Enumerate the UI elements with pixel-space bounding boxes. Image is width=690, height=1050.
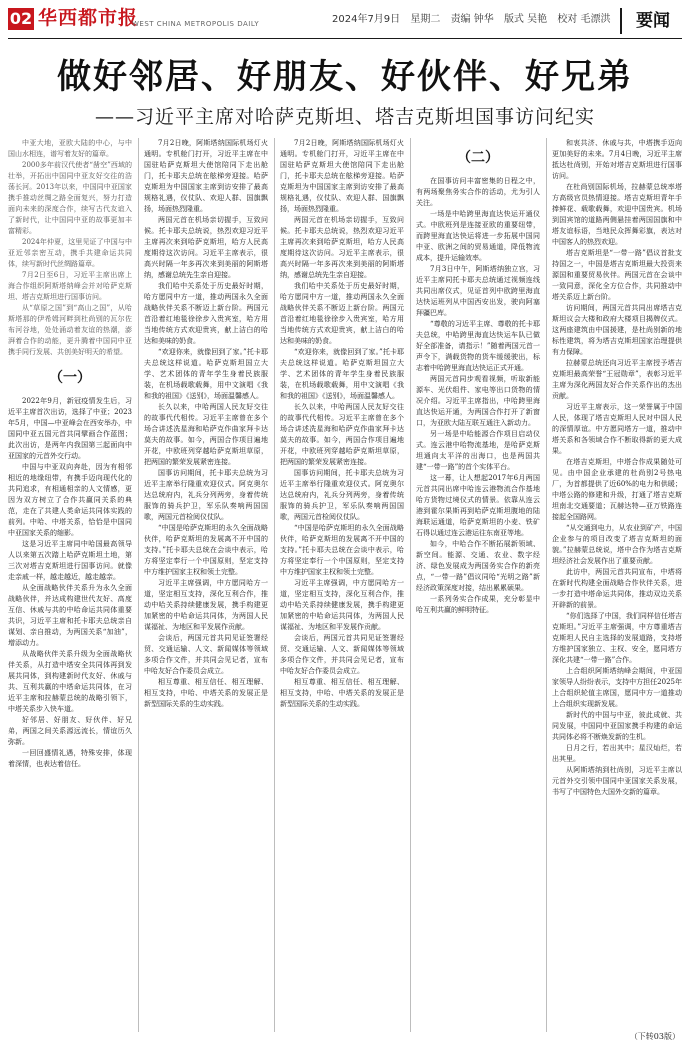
article-paragraph: 拉赫蒙总统还向习近平主席授予塔吉克斯坦最高荣誉“王冠勋章”，表彰习近平主席为深化两国友好合作关系作出的杰出贡献。 — [552, 359, 682, 400]
article-paragraph: 塔吉克斯坦是“一带一路”倡议首批支持国之一，中国是塔吉克斯坦最大投资来源国和重要贸易伙伴。两国元首在会谈中一致同意，深化全方位合作，共同推动中塔关系迈上新台阶。 — [552, 249, 682, 301]
article-paragraph: “欢迎你来，就像回到了家。”托卡耶夫总统这样说道。哈萨克斯坦国立大学、艺术团体的青年学生身着民族服装，在机场载歌载舞，用中文演唱《我和我的祖国》《送别》，场面温馨感人。 — [144, 348, 268, 400]
article-paragraph: 习近平主席强调，中方愿同哈方一道，坚定相互支持，深化互利合作，推动中哈关系持续健康发展，携手构建更加紧密的中哈命运共同体，为两国人民谋福祉、为地区和平发展作贡献。 — [144, 579, 268, 631]
section-title-two: （二） — [457, 150, 499, 166]
article-paragraph: 我们哈中关系处于历史最好时期，哈方愿同中方一道，推动两国永久全面战略伙伴关系不断迈上新台阶。两国元首沿着红地毯徐徐步入贵宾室，哈方用当地传统方式欢迎贵宾，献上洁白的哈达和美味的奶食。 — [280, 282, 404, 345]
article-paragraph: 这是习近平主席同中哈国最高领导人以来第五次踏上哈萨克斯坦土地，第三次对塔吉克斯坦进行国事访问。就像走亲戚一样，越走越近，越走越亲。 — [8, 540, 132, 581]
continued-note: （下转03版） — [629, 1032, 680, 1041]
article-paragraph: 7月2日晚，阿斯塔纳国际机场灯火通明。专机舱门打开，习近平主席在中国驻哈萨克斯坦大使馆陪同下走出舱门，托卡耶夫总统在舷梯旁迎接。哈萨克斯坦为中国国家主席到访安排了最高规格礼遇，仪仗队、欢迎人群、国旗飘扬，场面热烈隆重。 — [280, 139, 404, 213]
masthead — [0, 0, 690, 42]
article-paragraph: 从全面战略伙伴关系升为永久全面战略伙伴，并达成构建世代友好、高度互信、休戚与共的中哈命运共同体重要共识，习近平主席和托卡耶夫总统亲自谋划、亲自推动，为两国关系“加油”，增添动力。 — [8, 584, 132, 647]
article-paragraph: 中国与中亚双向奔赴，因为有相邻相近的地缘纽带，有携手迈向现代化的共同追求，有相通相亲的人文情感，更因为双方树立了合作共赢同关系的典范，走在了共建人类命运共同体实践的前列。中哈、中塔关系，恰恰是中国同中亚国家关系的缩影。 — [8, 463, 132, 537]
editor-credit: 责编 钟华 — [450, 14, 494, 25]
article-paragraph: 我们哈中关系处于历史最好时期，哈方愿同中方一道，推动两国永久全面战略伙伴关系不断迈上新台阶。两国元首沿着红地毯徐徐步入贵宾室，哈方用当地传统方式欢迎贵宾，献上洁白的哈达和美味的奶食。 — [144, 282, 268, 345]
article-paragraph: 在国事访问丰富密集的日程之中，有两场聚焦务实合作的活动，尤为引人关注。 — [416, 177, 540, 207]
paper-logo: 华西都市报 — [38, 7, 139, 29]
article-paragraph: 习近平主席表示，这一荣誉属于中国人民，体现了塔吉克斯坦人民对中国人民的深情厚谊。中方愿同塔方一道，推动中塔关系和各领域合作不断取得新的更大成果。 — [552, 403, 682, 455]
article-paragraph: 好邻居、好朋友、好伙伴、好兄弟，两国之间关系源远流长，情谊历久弥新。 — [8, 716, 132, 746]
article-headline: 做好邻居、好朋友、好伙伴、好兄弟 — [57, 57, 633, 97]
article-subheadline: ——习近平主席对哈萨克斯坦、塔吉克斯坦国事访问纪实 — [94, 106, 595, 128]
article-paragraph: 和衷共济、休戚与共，中塔携手迈向更加美好的未来。7月4日晚，习近平主席抵达杜尚别，开始对塔吉克斯坦进行国事访问。 — [552, 139, 682, 180]
article-paragraph: 2000多年前汉代使者“凿空”西域的壮举，开拓出中国同中亚友好交往的浩荡长河。2013年以来，中国同中亚国家携手推动丝绸之路全面复兴，努力打造面向未来的深度合作，续写古代友谊入了新时代，让中国同中亚的故事更加丰富精彩。 — [8, 161, 132, 235]
section-label: 要闻 — [620, 8, 684, 34]
article-paragraph: 7月2日至6日，习近平主席出席上海合作组织阿斯塔纳峰会并对哈萨克斯坦、塔吉克斯坦进行国事访问。 — [8, 271, 132, 301]
page-number: 02 — [9, 9, 33, 28]
proofreader-credit: 校对 毛漂洪 — [557, 14, 611, 25]
article-paragraph: 如今，中哈合作不断拓展新领域、新空间。能源、交通、农业、数字经济、绿色发展成为两国务实合作的新亮点，“一带一路”倡议同哈“光明之路”新经济政策深度对接，结出累累硕果。 — [416, 540, 540, 592]
column-divider — [546, 138, 547, 1032]
article-paragraph: “你们选择了中国，我们同样信任塔吉克斯坦。”习近平主席强调，中方尊重塔吉克斯坦人民自主选择的发展道路，支持塔方维护国家独立、主权、安全，愿同塔方深化共建“一带一路”合作。 — [552, 612, 682, 664]
article-paragraph: 这一幕，让人想起2017年6月两国元首共同出席中哈连云港物流合作基地哈方货物过境仪式的情景。依靠从连云港到霍尔果斯再到哈萨克斯坦腹地的陆海联运通道，哈萨克斯坦的小麦、铁矿石得以通过连云港运往东南亚等地。 — [416, 474, 540, 537]
column-divider — [274, 138, 275, 1032]
article-paragraph: 2024年仲夏，这里见证了中国与中亚近邻亲密互动，携手共建命运共同体，续写新时代丝绸路篇章。 — [8, 238, 132, 268]
article-paragraph: 一场是中哈跨里海直达快运开通仪式。中欧班列是连接亚欧的重要纽带，而跨里海直达快运将进一步拓展中国同中亚、欧洲之间的贸易通道，降低物流成本，提升运输效率。 — [416, 210, 540, 262]
article-paragraph: 日月之行，若出其中；星汉灿烂，若出其里。 — [552, 744, 682, 763]
article-paragraph: 相互尊重、相互信任、相互理解、相互支持，中哈、中塔关系的发展正是新型国际关系的生动实践。 — [280, 678, 404, 708]
article-paragraph: 在塔吉克斯坦，中塔合作成果随处可见。由中国企业承建的杜尚别2号热电厂，为首都提供了近60%的电力和供暖；中塔公路的修建和升级，打通了塔吉克斯坦南北交通要道；瓦赫达特—亚万铁路连接起全国路网。 — [552, 458, 682, 521]
column-2 — [144, 138, 268, 1032]
column-5 — [552, 138, 682, 1032]
section-title-one: （一） — [49, 370, 91, 386]
article-paragraph: 新时代的中国与中亚，彼此成就、共同发展，中国同中亚国家携手构建的命运共同体必将不断焕发新的生机。 — [552, 711, 682, 741]
article-paragraph: 长久以来，中哈两国人民友好交往的故事代代相传。习近平主席曾在多个场合讲述冼星海和哈萨克作曲家拜卡达莫夫的故事。如今，两国合作项目遍地开花，中欧班列穿越哈萨克斯坦草原，把两国的繁荣发展紧密连接。 — [280, 403, 404, 466]
article-paragraph: 会谈后，两国元首共同见证签署经贸、交通运输、人文、新闻媒体等领域多项合作文件，并共同会见记者，宣布中哈友好合作委员会成立。 — [280, 634, 404, 675]
article-paragraph: 相互尊重、相互信任、相互理解、相互支持，中哈、中塔关系的发展正是新型国际关系的生动实践。 — [144, 678, 268, 708]
article-paragraph: 中亚大地，亚欧大陆的中心，与中国山水相连，谱写着友好的篇章。 — [8, 139, 132, 158]
column-4 — [416, 138, 540, 1032]
article-paragraph: 两国元首在机场亲切握手，互致问候。托卡耶夫总统说，热烈欢迎习近平主席再次来到哈萨克斯坦，哈方人民高度期待这次访问。习近平主席表示，很高兴时隔一年多再次来到美丽的阿斯塔纳，感谢总统先生亲自迎接。 — [280, 216, 404, 279]
article-paragraph: “中国是哈萨克斯坦的永久全面战略伙伴，哈萨克斯坦的发展离不开中国的支持。”托卡耶夫总统在会谈中表示，哈方将坚定奉行一个中国原则，坚定支持中方维护国家主权和领土完整。 — [280, 524, 404, 576]
issue-meta — [332, 14, 618, 26]
article-paragraph: 长久以来，中哈两国人民友好交往的故事代代相传。习近平主席曾在多个场合讲述冼星海和哈萨克作曲家拜卡达莫夫的故事。如今，两国合作项目遍地开花，中欧班列穿越哈萨克斯坦草原，把两国的繁荣发展紧密连接。 — [144, 403, 268, 466]
paper-name-english: WEST CHINA METROPOLIS DAILY — [132, 20, 260, 28]
article-paragraph: 国事访问期间，托卡耶夫总统为习近平主席举行隆重欢迎仪式。阿克奥尔达总统府内，礼兵分列两旁，身着传统服饰的骑兵护卫，军乐队奏响两国国歌，两国元首检阅仪仗队。 — [280, 469, 404, 521]
column-3 — [280, 138, 404, 1032]
article-paragraph: 两国元首在机场亲切握手，互致问候。托卡耶夫总统说，热烈欢迎习近平主席再次来到哈萨克斯坦，哈方人民高度期待这次访问。习近平主席表示，很高兴时隔一年多再次来到美丽的阿斯塔纳，感谢总统先生亲自迎接。 — [144, 216, 268, 279]
article-body — [8, 138, 682, 1032]
designer-credit: 版式 吴艳 — [503, 14, 548, 25]
column-1 — [8, 138, 132, 1032]
article-paragraph: 两国元首同步观看视频，听取新能源车、光伏组件、家电等出口货物的情况介绍。习近平主席指出，中哈跨里海直达快运开通，为两国合作打开了新窗口，为亚欧大陆互联互通注入新动力。 — [416, 375, 540, 427]
article-paragraph: 从战略伙伴关系升级为全面战略伙伴关系，从打造中塔安全共同体再到发展共同体，到构建新时代友好、休戚与共、互利共赢的中塔命运共同体，在习近平主席和拉赫蒙总统的战略引领下，中塔关系步入快车道。 — [8, 650, 132, 713]
article-paragraph: 一回回盛情礼遇，特殊安排，体现着深情，也表达着信任。 — [8, 749, 132, 768]
column-divider — [410, 138, 411, 1032]
issue-weekday: 星期二 — [410, 14, 441, 25]
article-paragraph: 7月2日晚，阿斯塔纳国际机场灯火通明。专机舱门打开，习近平主席在中国驻哈萨克斯坦大使馆陪同下走出舱门，托卡耶夫总统在舷梯旁迎接。哈萨克斯坦为中国国家主席到访安排了最高规格礼遇，仪仗队、欢迎人群、国旗飘扬，场面热烈隆重。 — [144, 139, 268, 213]
article-paragraph: 习近平主席强调，中方愿同哈方一道，坚定相互支持，深化互利合作，推动中哈关系持续健康发展，携手构建更加紧密的中哈命运共同体，为两国人民谋福祉、为地区和平发展作贡献。 — [280, 579, 404, 631]
article-paragraph: “中国是哈萨克斯坦的永久全面战略伙伴，哈萨克斯坦的发展离不开中国的支持。”托卡耶夫总统在会谈中表示，哈方将坚定奉行一个中国原则，坚定支持中方维护国家主权和领土完整。 — [144, 524, 268, 576]
article-paragraph: “尊敬的习近平主席、尊敬的托卡耶夫总统，中哈跨里海直达快运车队已做好全部准备，请指示！”随着两国元首一声令下，满载货物的货车缓缓驶出，标志着中哈跨里海直达快运正式开通。 — [416, 320, 540, 372]
article-paragraph: “欢迎你来，就像回到了家。”托卡耶夫总统这样说道。哈萨克斯坦国立大学、艺术团体的青年学生身着民族服装，在机场载歌载舞，用中文演唱《我和我的祖国》《送别》，场面温馨感人。 — [280, 348, 404, 400]
article-paragraph: 7月3日中午，阿斯塔纳独立宫，习近平主席同托卡耶夫总统通过视频连线共同出席仪式，见证首列中欧跨里海直达快运班列从中国西安出发，驶向阿塞拜疆巴库。 — [416, 265, 540, 317]
article-paragraph: 2022年9月，新冠疫情发生后，习近平主席首次出访，选择了中亚；2023年5月，中国—中亚峰会在西安举办，中国同中亚五国元首共同擘画合作蓝图；此次出访，是两年内我国第三起面向中亚国家的元首外交行动。 — [8, 397, 132, 460]
article-paragraph: 此访中，两国元首共同宣布，中塔将在新时代构建全面战略合作伙伴关系，进一步打造中塔命运共同体，推动双边关系开辟新的前景。 — [552, 568, 682, 609]
article-paragraph: 会谈后，两国元首共同见证签署经贸、交通运输、人文、新闻媒体等领域多项合作文件，并共同会见记者，宣布中哈友好合作委员会成立。 — [144, 634, 268, 675]
article-paragraph: 从“草原之国”到“高山之国”，从哈斯塔那的伊希姆河畔到杜尚别的瓦尔佐布河谷地，处处涌动着友谊的热潮，澎湃着合作的动能，更升腾着中国同中亚携手同行发展、共创美好明天的希望。 — [8, 304, 132, 356]
article-paragraph: 一系列务实合作成果，充分彰显中哈互利共赢的鲜明特征。 — [416, 595, 540, 614]
header-divider — [8, 38, 682, 39]
issue-date: 2024年7月9日 — [332, 14, 401, 25]
article-paragraph: 另一场是中哈能源合作项目启动仪式。连云港中哈物流基地，是哈萨克斯坦通向太平洋的出海口，也是两国共建“一带一路”的首个实体平台。 — [416, 430, 540, 471]
column-divider — [138, 138, 139, 1032]
article-paragraph: 访问期间，两国元首共同出席塔吉克斯坦议会大楼和政府大楼项目揭牌仪式。这两座建筑由中国援建，是杜尚别新的地标性建筑，将为塔吉克斯坦国家治理提供有力保障。 — [552, 304, 682, 356]
article-paragraph: 国事访问期间，托卡耶夫总统为习近平主席举行隆重欢迎仪式。阿克奥尔达总统府内，礼兵分列两旁，身着传统服饰的骑兵护卫，军乐队奏响两国国歌，两国元首检阅仪仗队。 — [144, 469, 268, 521]
article-paragraph: 从阿斯塔纳到杜尚别，习近平主席以元首外交引领中国同中亚国家关系发展，书写了中国特色大国外交新的篇章。 — [552, 766, 682, 796]
article-paragraph: “从交通到电力，从农业到矿产，中国企业参与的项目改变了塔吉克斯坦的面貌。”拉赫蒙总统说，塔中合作为塔吉克斯坦经济社会发展作出了重要贡献。 — [552, 524, 682, 565]
article-paragraph: 上合组织阿斯塔纳峰会期间，中亚国家领导人纷纷表示，支持中方担任2025年上合组织轮值主席国，愿同中方一道推动上合组织实现新发展。 — [552, 667, 682, 708]
article-paragraph: 在杜尚别国际机场，拉赫蒙总统率塔方高级官员热情迎接。塔吉克斯坦青年手捧鲜花、载歌载舞，欢迎中国贵宾。机场到国宾馆的道路两侧悬挂着两国国旗和中塔友谊标语，当地民众挥舞彩旗，表达对中国客人的热烈欢迎。 — [552, 183, 682, 246]
